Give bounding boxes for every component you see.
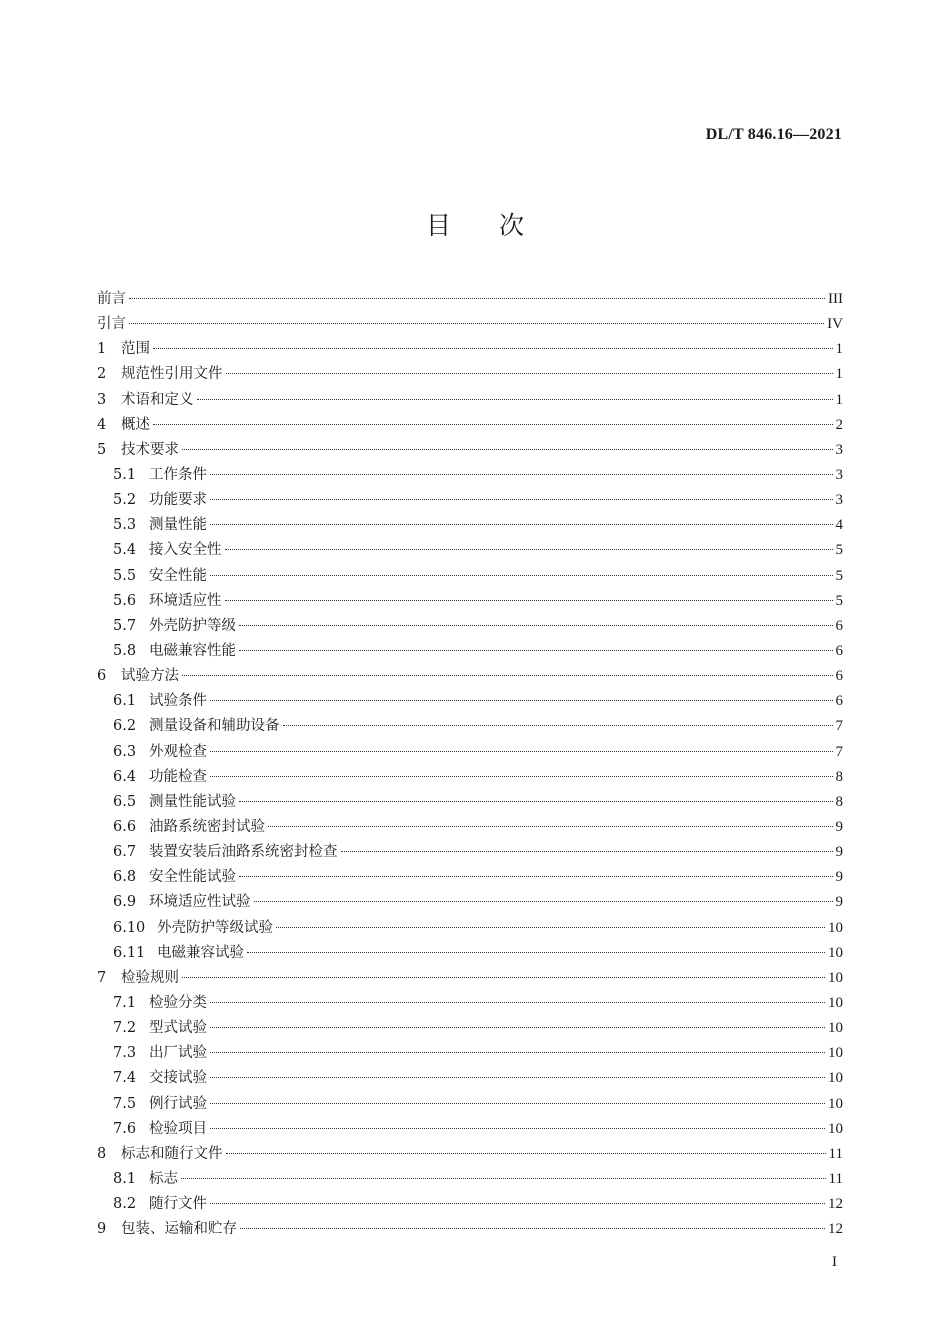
- toc-entry[interactable]: [97, 589, 843, 614]
- toc-entry-title: 包装、运输和贮存: [121, 1221, 237, 1238]
- toc-leader-dots: [210, 776, 833, 777]
- toc-entry-number: 7.2: [113, 1020, 137, 1037]
- toc-leader-dots: [247, 952, 825, 953]
- toc-entry-number: 6.3: [113, 743, 137, 760]
- toc-entry-page: 1: [835, 341, 843, 358]
- toc-entry[interactable]: [97, 966, 843, 991]
- toc-entry-number: 6.6: [113, 818, 137, 835]
- toc-entry[interactable]: [97, 513, 843, 538]
- toc-entry-title: 检验分类: [149, 994, 207, 1011]
- toc-entry-number: 7.3: [113, 1045, 137, 1062]
- toc-entry[interactable]: [97, 714, 843, 739]
- toc-entry[interactable]: [97, 639, 843, 664]
- toc-entry-number: 3: [97, 391, 107, 408]
- toc-entry-page: 8: [835, 768, 843, 785]
- toc-entry-title: 技术要求: [121, 441, 179, 458]
- toc-entry[interactable]: [97, 991, 843, 1016]
- toc-entry-title: 安全性能试验: [149, 869, 236, 886]
- toc-entry-page: 1: [835, 366, 843, 383]
- toc-entry[interactable]: [97, 890, 843, 915]
- toc-entry[interactable]: [97, 815, 843, 840]
- toc-entry-page: 3: [835, 466, 843, 483]
- toc-entry[interactable]: [97, 1117, 843, 1142]
- toc-entry[interactable]: [97, 1066, 843, 1091]
- toc-entry-title: 功能检查: [149, 768, 207, 785]
- toc-entry-page: 10: [828, 944, 843, 961]
- toc-entry-page: 11: [828, 1145, 843, 1162]
- toc-entry-page: 12: [828, 1221, 843, 1238]
- toc-entry-number: 7.5: [113, 1095, 137, 1112]
- toc-entry-title: 试验条件: [149, 693, 207, 710]
- toc-entry[interactable]: [97, 1217, 843, 1242]
- toc-entry-page: 10: [828, 1020, 843, 1037]
- toc-entry[interactable]: [97, 463, 843, 488]
- toc-entry-number: 6.10: [113, 919, 146, 936]
- table-of-contents: [97, 287, 843, 1242]
- toc-entry-number: 4: [97, 416, 107, 433]
- toc-entry[interactable]: [97, 388, 843, 413]
- toc-entry-page: IV: [827, 316, 843, 333]
- toc-entry-title: 规范性引用文件: [121, 366, 223, 383]
- toc-entry-number: 6.9: [113, 894, 137, 911]
- toc-entry-title: 前言: [97, 291, 126, 307]
- toc-leader-dots: [181, 1178, 826, 1179]
- toc-entry-page: 7: [835, 743, 843, 760]
- toc-entry[interactable]: [97, 1167, 843, 1192]
- toc-entry[interactable]: [97, 312, 843, 337]
- toc-entry-number: 6.1: [113, 693, 137, 710]
- toc-entry-title: 标志: [149, 1170, 178, 1187]
- toc-entry-number: 6: [97, 668, 107, 685]
- toc-entry-page: 9: [835, 869, 843, 886]
- toc-entry-page: 6: [835, 668, 843, 685]
- toc-entry[interactable]: [97, 865, 843, 890]
- toc-entry-title: 引言: [97, 316, 126, 333]
- toc-entry-number: 5.1: [113, 466, 137, 483]
- toc-entry-page: 7: [835, 718, 843, 735]
- toc-entry-number: 5.7: [113, 617, 137, 634]
- toc-leader-dots: [210, 1128, 825, 1129]
- toc-leader-dots: [210, 1077, 825, 1078]
- toc-entry-page: 10: [828, 1045, 843, 1062]
- toc-entry-page: 5: [835, 542, 843, 559]
- toc-entry-title: 环境适应性试验: [149, 894, 251, 911]
- toc-entry-title: 电磁兼容试验: [157, 944, 244, 961]
- toc-leader-dots: [210, 499, 833, 500]
- toc-entry[interactable]: [97, 413, 843, 438]
- toc-entry[interactable]: [97, 689, 843, 714]
- toc-entry-title: 环境适应性: [149, 592, 222, 609]
- toc-entry-number: 5.2: [113, 492, 137, 509]
- toc-entry-page: 10: [828, 994, 843, 1011]
- toc-entry[interactable]: [97, 287, 843, 312]
- toc-entry-title: 电磁兼容性能: [149, 642, 236, 659]
- toc-entry-page: 6: [835, 617, 843, 634]
- toc-leader-dots: [129, 298, 825, 299]
- toc-leader-dots: [210, 575, 833, 576]
- toc-entry[interactable]: [97, 840, 843, 865]
- toc-leader-dots: [182, 977, 825, 978]
- toc-leader-dots: [240, 1228, 825, 1229]
- toc-entry-number: 6.7: [113, 844, 137, 861]
- toc-entry-page: 6: [835, 642, 843, 659]
- toc-entry-page: 1: [835, 391, 843, 408]
- toc-entry-page: 8: [835, 793, 843, 810]
- toc-entry[interactable]: [97, 664, 843, 689]
- toc-entry-title: 测量性能试验: [149, 793, 236, 810]
- toc-leader-dots: [210, 751, 833, 752]
- toc-entry-title: 功能要求: [149, 492, 207, 509]
- toc-entry-title: 外壳防护等级: [149, 617, 236, 634]
- toc-leader-dots: [210, 1052, 825, 1053]
- toc-entry-title: 概述: [121, 416, 150, 433]
- toc-entry-page: 10: [828, 1120, 843, 1137]
- toc-leader-dots: [276, 927, 825, 928]
- toc-entry-page: III: [828, 291, 843, 307]
- toc-entry-number: 6.4: [113, 768, 137, 785]
- toc-entry-title: 型式试验: [149, 1020, 207, 1037]
- toc-entry[interactable]: [97, 564, 843, 589]
- toc-entry-number: 6.2: [113, 718, 137, 735]
- toc-entry-title: 检验规则: [121, 969, 179, 986]
- toc-entry[interactable]: [97, 740, 843, 765]
- toc-leader-dots: [210, 1203, 825, 1204]
- toc-entry[interactable]: [97, 1192, 843, 1217]
- toc-entry-number: 6.11: [113, 944, 146, 961]
- toc-leader-dots: [283, 725, 833, 726]
- toc-entry[interactable]: [97, 362, 843, 387]
- toc-entry-number: 8.2: [113, 1196, 137, 1213]
- toc-entry-page: 10: [828, 919, 843, 936]
- toc-entry-number: 5.4: [113, 542, 137, 559]
- toc-entry-title: 安全性能: [149, 567, 207, 584]
- toc-entry-title: 测量性能: [149, 517, 207, 534]
- toc-entry-title: 检验项目: [149, 1120, 207, 1137]
- toc-entry-page: 5: [835, 592, 843, 609]
- toc-entry[interactable]: [97, 1142, 843, 1167]
- toc-entry-title: 术语和定义: [121, 391, 194, 408]
- toc-entry[interactable]: [97, 916, 843, 941]
- toc-entry[interactable]: [97, 765, 843, 790]
- toc-leader-dots: [210, 1027, 825, 1028]
- toc-leader-dots: [210, 524, 833, 525]
- toc-entry-title: 例行试验: [149, 1095, 207, 1112]
- toc-entry-page: 9: [835, 894, 843, 911]
- toc-entry-page: 10: [828, 969, 843, 986]
- page-title: 目次: [425, 211, 572, 240]
- toc-leader-dots: [226, 373, 833, 374]
- toc-entry-title: 装置安装后油路系统密封检查: [149, 844, 338, 861]
- toc-leader-dots: [254, 901, 833, 902]
- toc-entry[interactable]: [97, 1041, 843, 1066]
- toc-entry[interactable]: [97, 337, 843, 362]
- toc-entry-title: 外壳防护等级试验: [157, 919, 273, 936]
- toc-entry-title: 标志和随行文件: [121, 1145, 223, 1162]
- toc-entry-title: 接入安全性: [149, 542, 222, 559]
- toc-entry-number: 5.3: [113, 517, 137, 534]
- toc-entry-page: 3: [835, 441, 843, 458]
- toc-entry-number: 6.8: [113, 869, 137, 886]
- toc-leader-dots: [239, 876, 833, 877]
- toc-entry-number: 6.5: [113, 793, 137, 810]
- toc-entry-page: 9: [835, 844, 843, 861]
- toc-entry-number: 8: [97, 1145, 107, 1162]
- toc-entry-title: 随行文件: [149, 1196, 207, 1213]
- toc-entry-title: 油路系统密封试验: [149, 818, 265, 835]
- toc-entry-page: 10: [828, 1070, 843, 1087]
- toc-entry[interactable]: [97, 1016, 843, 1041]
- toc-leader-dots: [341, 851, 833, 852]
- toc-entry-number: 9: [97, 1221, 107, 1238]
- toc-entry-number: 5: [97, 441, 107, 458]
- toc-entry-page: 11: [828, 1170, 843, 1187]
- toc-entry-title: 范围: [121, 341, 150, 358]
- toc-leader-dots: [239, 801, 833, 802]
- toc-leader-dots: [129, 323, 824, 324]
- toc-entry-number: 1: [97, 341, 107, 358]
- toc-leader-dots: [210, 700, 833, 701]
- toc-leader-dots: [197, 399, 833, 400]
- toc-leader-dots: [268, 826, 833, 827]
- toc-entry-number: 7.4: [113, 1070, 137, 1087]
- toc-entry-number: 5.6: [113, 592, 137, 609]
- toc-leader-dots: [153, 424, 833, 425]
- toc-entry-number: 8.1: [113, 1170, 137, 1187]
- toc-entry[interactable]: [97, 488, 843, 513]
- footer-page-number: I: [832, 1254, 837, 1270]
- toc-entry-page: 6: [835, 693, 843, 710]
- toc-leader-dots: [225, 549, 833, 550]
- toc-leader-dots: [210, 1002, 825, 1003]
- toc-entry-number: 7.1: [113, 994, 137, 1011]
- toc-entry-number: 2: [97, 366, 107, 383]
- toc-entry-title: 外观检查: [149, 743, 207, 760]
- toc-entry-page: 10: [828, 1095, 843, 1112]
- toc-leader-dots: [210, 1103, 825, 1104]
- toc-leader-dots: [182, 675, 833, 676]
- toc-entry-page: 9: [835, 818, 843, 835]
- document-code: DL/T 846.16—2021: [705, 126, 842, 143]
- toc-entry-title: 出厂试验: [149, 1045, 207, 1062]
- toc-leader-dots: [182, 449, 833, 450]
- toc-entry-number: 5.8: [113, 642, 137, 659]
- toc-entry-page: 5: [835, 567, 843, 584]
- toc-entry-number: 5.5: [113, 567, 137, 584]
- toc-entry[interactable]: [97, 614, 843, 639]
- toc-leader-dots: [210, 474, 833, 475]
- toc-entry-page: 2: [835, 416, 843, 433]
- toc-leader-dots: [239, 650, 833, 651]
- toc-entry[interactable]: [97, 438, 843, 463]
- toc-entry-title: 测量设备和辅助设备: [149, 718, 280, 735]
- toc-leader-dots: [225, 600, 833, 601]
- toc-entry-number: 7: [97, 969, 107, 986]
- toc-entry[interactable]: [97, 538, 843, 563]
- toc-entry-page: 4: [835, 517, 843, 534]
- toc-entry-page: 12: [828, 1196, 843, 1213]
- toc-leader-dots: [239, 625, 833, 626]
- toc-leader-dots: [153, 348, 833, 349]
- toc-entry[interactable]: [97, 941, 843, 966]
- toc-entry[interactable]: [97, 1092, 843, 1117]
- toc-entry[interactable]: [97, 790, 843, 815]
- toc-entry-title: 试验方法: [121, 668, 179, 685]
- toc-entry-title: 工作条件: [149, 466, 207, 483]
- toc-leader-dots: [226, 1153, 826, 1154]
- toc-entry-page: 3: [835, 492, 843, 509]
- toc-entry-title: 交接试验: [149, 1070, 207, 1087]
- toc-entry-number: 7.6: [113, 1120, 137, 1137]
